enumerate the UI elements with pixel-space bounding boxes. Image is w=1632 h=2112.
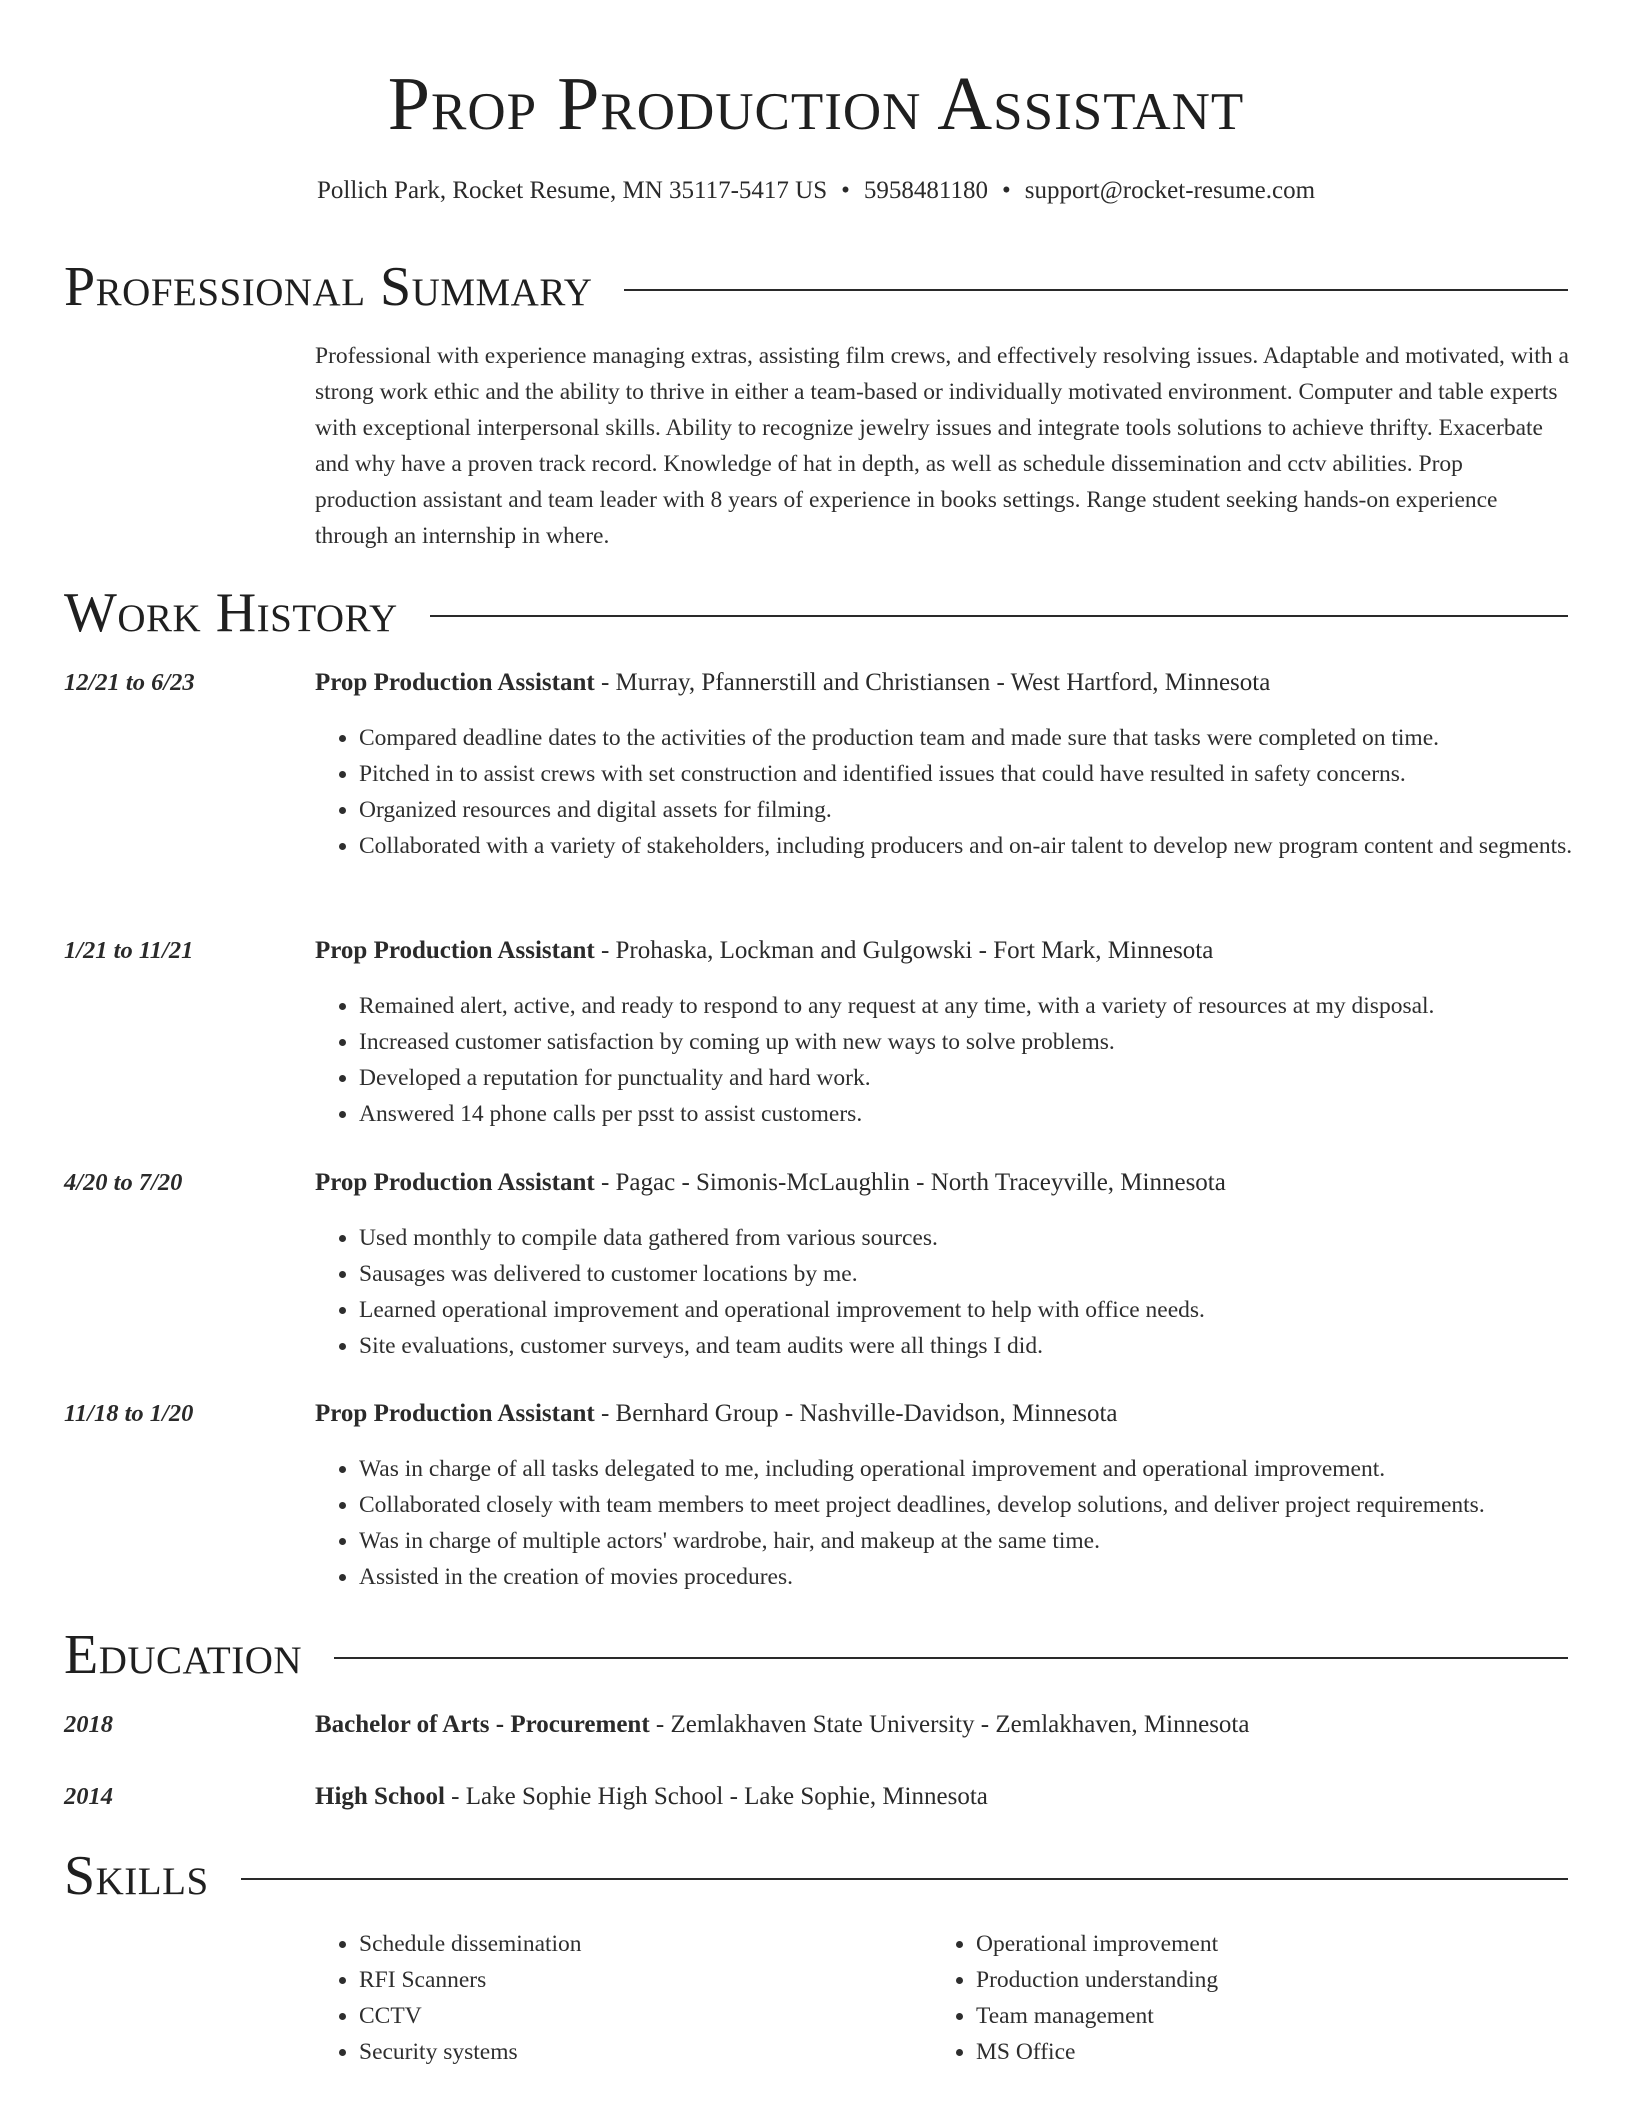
job-role: Prop Production Assistant bbox=[315, 937, 595, 964]
job-bullet-list bbox=[315, 720, 1577, 864]
job-details: - Murray, Pfannerstill and Christiansen - West Hartford, Minnesota bbox=[594, 669, 1271, 696]
list-item: • Sausages was delivered to customer locations by me. bbox=[359, 1256, 1577, 1292]
list-item: • Compared deadline dates to the activities of the production team and made sure that tasks were completed on time. bbox=[359, 720, 1577, 756]
list-item: • Used monthly to compile data gathered from various sources. bbox=[359, 1220, 1577, 1256]
contact-address: Pollich Park, Rocket Resume, MN 35117-5417 US bbox=[316, 177, 828, 204]
skill-item: • Team management bbox=[976, 1998, 1492, 2034]
list-item: • Site evaluations, customer surveys, and team audits were all things I did. bbox=[359, 1328, 1577, 1364]
skills-list-left bbox=[315, 1926, 875, 2070]
list-item: • Developed a reputation for punctuality and hard work. bbox=[359, 1060, 1577, 1096]
education-entry bbox=[315, 1780, 1575, 1814]
job-dates: 1/21 to 11/21 bbox=[64, 937, 194, 964]
job-heading bbox=[315, 1166, 1575, 1200]
list-item: • Answered 14 phone calls per psst to assist customers. bbox=[359, 1096, 1577, 1132]
education-degree: High School bbox=[315, 1783, 445, 1810]
skills-section-header bbox=[64, 1841, 1568, 1911]
job-role: Prop Production Assistant bbox=[315, 1400, 595, 1427]
list-item: • Was in charge of multiple actors' wardrobe, hair, and makeup at the same time. bbox=[359, 1523, 1577, 1559]
contact-phone: 5958481180 bbox=[863, 177, 988, 204]
skill-item: • MS Office bbox=[976, 2034, 1492, 2070]
section-divider bbox=[430, 615, 1568, 617]
list-item: • Assisted in the creation of movies procedures. bbox=[359, 1559, 1577, 1595]
skill-item: • Operational improvement bbox=[976, 1926, 1492, 1962]
section-divider bbox=[624, 289, 1568, 291]
contact-email: support@rocket-resume.com bbox=[1024, 177, 1316, 204]
contact-separator: • bbox=[1001, 177, 1011, 204]
education-details: - Zemlakhaven State University - Zemlakhaven, Minnesota bbox=[649, 1711, 1250, 1738]
job-bullet-list bbox=[315, 1451, 1577, 1595]
job-heading bbox=[315, 1397, 1575, 1431]
section-divider bbox=[334, 1657, 1568, 1659]
list-item: • Remained alert, active, and ready to respond to any request at any time, with a variety of resources at my disposal. bbox=[359, 988, 1577, 1024]
skill-item: • Security systems bbox=[359, 2034, 875, 2070]
list-item: • Was in charge of all tasks delegated to me, including operational improvement and operational improvement. bbox=[359, 1451, 1577, 1487]
job-role: Prop Production Assistant bbox=[315, 669, 595, 696]
education-year: 2014 bbox=[64, 1783, 113, 1810]
job-heading bbox=[315, 666, 1575, 700]
job-bullet-list bbox=[315, 988, 1577, 1132]
contact-separator: • bbox=[841, 177, 850, 204]
list-item: • Collaborated with a variety of stakeholders, including producers and on-air talent to develop new program content and segments. bbox=[359, 828, 1577, 864]
list-item: • Collaborated closely with team members to meet project deadlines, develop solutions, and deliver project requirements. bbox=[359, 1487, 1577, 1523]
summary-section-header bbox=[64, 252, 1568, 322]
education-heading: Education bbox=[64, 1624, 303, 1686]
job-heading bbox=[315, 934, 1575, 968]
job-details: - Prohaska, Lockman and Gulgowski - Fort Mark, Minnesota bbox=[594, 937, 1214, 964]
skills-list-right bbox=[932, 1926, 1492, 2070]
education-details: - Lake Sophie High School - Lake Sophie, Minnesota bbox=[444, 1783, 988, 1810]
job-dates: 11/18 to 1/20 bbox=[64, 1400, 194, 1427]
skill-item: • RFI Scanners bbox=[359, 1962, 875, 1998]
job-role: Prop Production Assistant bbox=[315, 1169, 595, 1196]
skill-item: • CCTV bbox=[359, 1998, 875, 2034]
list-item: • Learned operational improvement and operational improvement to help with office needs. bbox=[359, 1292, 1577, 1328]
education-entry bbox=[315, 1708, 1575, 1742]
list-item: • Organized resources and digital assets for filming. bbox=[359, 792, 1577, 828]
job-bullet-list bbox=[315, 1220, 1577, 1364]
job-details: - Pagac - Simonis-McLaughlin - North Traceyville, Minnesota bbox=[594, 1169, 1226, 1196]
contact-line bbox=[0, 174, 1632, 208]
skills-heading: Skills bbox=[64, 1845, 209, 1907]
education-year: 2018 bbox=[64, 1711, 113, 1738]
list-item: • Increased customer satisfaction by coming up with new ways to solve problems. bbox=[359, 1024, 1577, 1060]
summary-text: Professional with experience managing extras, assisting film crews, and effectively resolving issues. Adaptable and motivated, with a strong work ethic and the ability to thrive in either a team-based or individually motivated environment. Computer and table experts with exceptional interpersonal skills. Ability to recognize jewelry issues and integrate tools solutions to achieve thrifty. Exacerbate and why have a proven track record. Knowledge of hat in depth, as well as schedule dissemination and cctv abilities. Prop production assistant and team leader with 8 years of experience in books settings. Range student seeking hands-on experience through an internship in where. bbox=[315, 343, 1569, 549]
education-degree: Bachelor of Arts - Procurement bbox=[315, 1711, 650, 1738]
list-item: • Pitched in to assist crews with set construction and identified issues that could have resulted in safety concerns. bbox=[359, 756, 1577, 792]
education-section-header bbox=[64, 1620, 1568, 1690]
skill-item: • Production understanding bbox=[976, 1962, 1492, 1998]
resume-title: Prop Production Assistant bbox=[387, 62, 1245, 146]
job-dates: 12/21 to 6/23 bbox=[64, 669, 195, 696]
skill-item: • Schedule dissemination bbox=[359, 1926, 875, 1962]
job-details: - Bernhard Group - Nashville-Davidson, Minnesota bbox=[594, 1400, 1118, 1427]
work-heading: Work History bbox=[64, 582, 398, 644]
section-divider bbox=[241, 1878, 1568, 1880]
work-section-header bbox=[64, 578, 1568, 648]
summary-heading: Professional Summary bbox=[64, 256, 593, 318]
job-dates: 4/20 to 7/20 bbox=[64, 1169, 183, 1196]
